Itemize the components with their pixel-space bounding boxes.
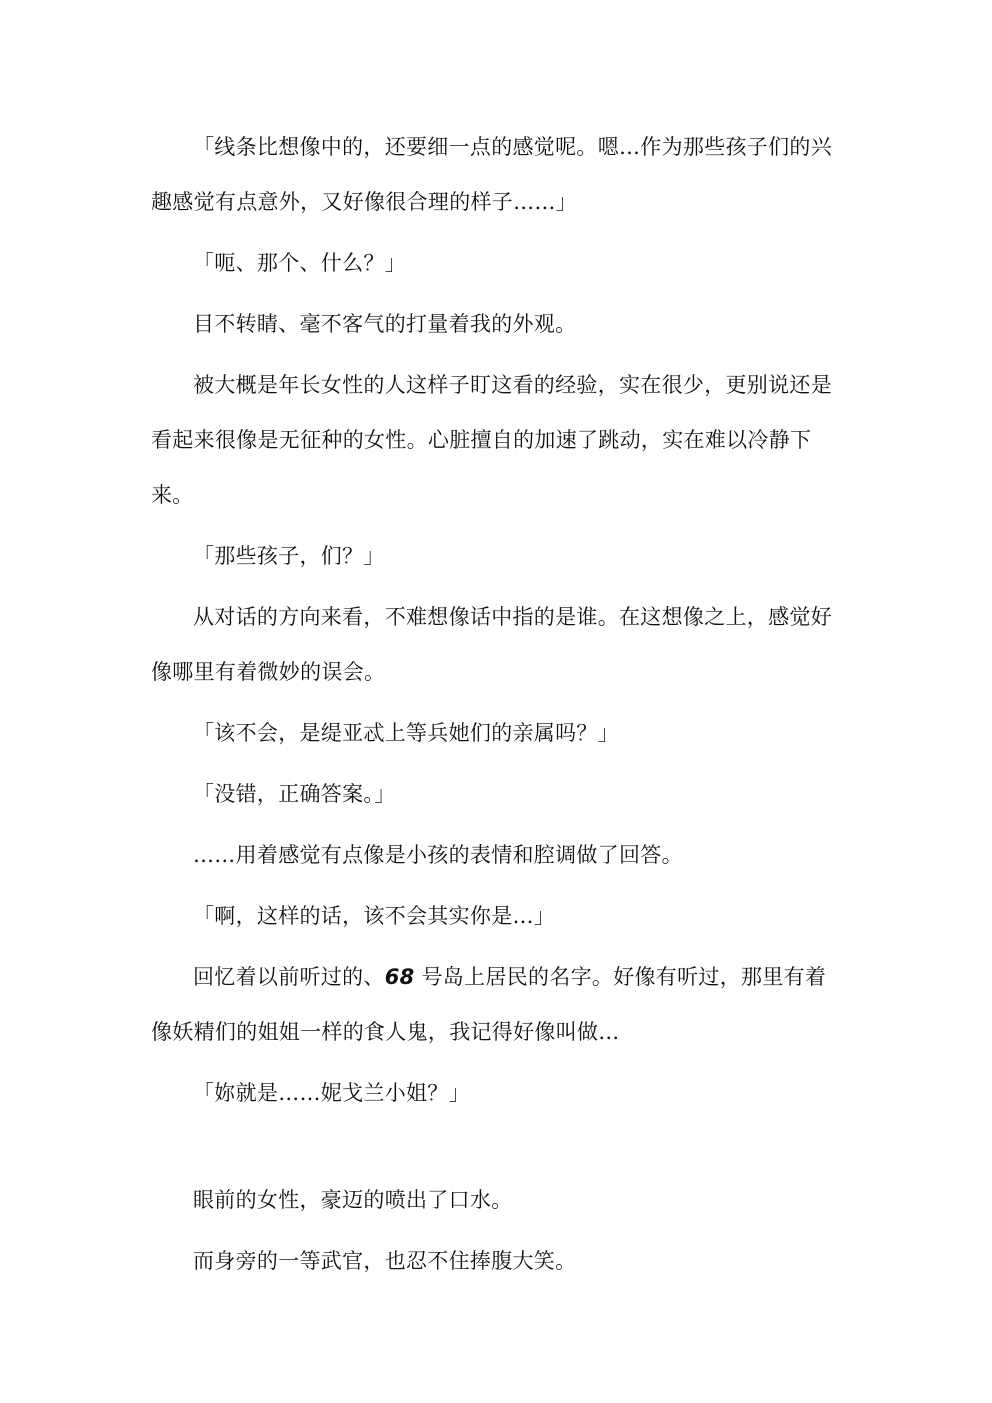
paragraph-island [151,950,845,1060]
question-line: 「妳就是……妮戈兰小姐？」 [193,1081,470,1105]
paragraph: 「该不会，是缇亚忒上等兵她们的亲属吗？」 [193,721,619,745]
paragraph: 「呃、那个、什么？」 [193,251,406,275]
paragraph-island-after: 号岛上居民的名字。好像有听过，那里有着像妖精们的姐姐一样的食人鬼，我记得好像叫做… [151,965,827,1044]
paragraph: 「线条比想像中的，还要细一点的感觉呢。嗯…作为那些孩子们的兴趣感觉有点意外，又好像很合理的样子……」 [151,135,832,214]
paragraph: 「啊，这样的话，该不会其实你是…」 [193,904,556,928]
paragraph: 被大概是年长女性的人这样子盯这看的经验，实在很少，更别说还是看起来很像是无征种的女性。心脏擅自的加速了跳动，实在难以冷静下来。 [151,373,832,507]
island-number: 68 [384,965,415,989]
paragraph: 「没错，正确答案。」 [193,782,396,806]
paragraph: 「那些孩子，们？」 [193,544,385,568]
paragraph-island-before: 回忆着以前听过的、 [193,965,385,989]
scene-break [151,1127,845,1173]
paragraph: 而身旁的一等武官，也忍不住捧腹大笑。 [193,1249,577,1273]
body-text [151,120,845,1295]
paragraph: 目不转睛、毫不客气的打量着我的外观。 [193,312,577,336]
paragraph: 眼前的女性，豪迈的喷出了口水。 [193,1188,513,1212]
paragraph: 从对话的方向来看，不难想像话中指的是谁。在这想像之上，感觉好像哪里有着微妙的误会。 [151,605,832,684]
paragraph: ……用着感觉有点像是小孩的表情和腔调做了回答。 [193,843,683,867]
